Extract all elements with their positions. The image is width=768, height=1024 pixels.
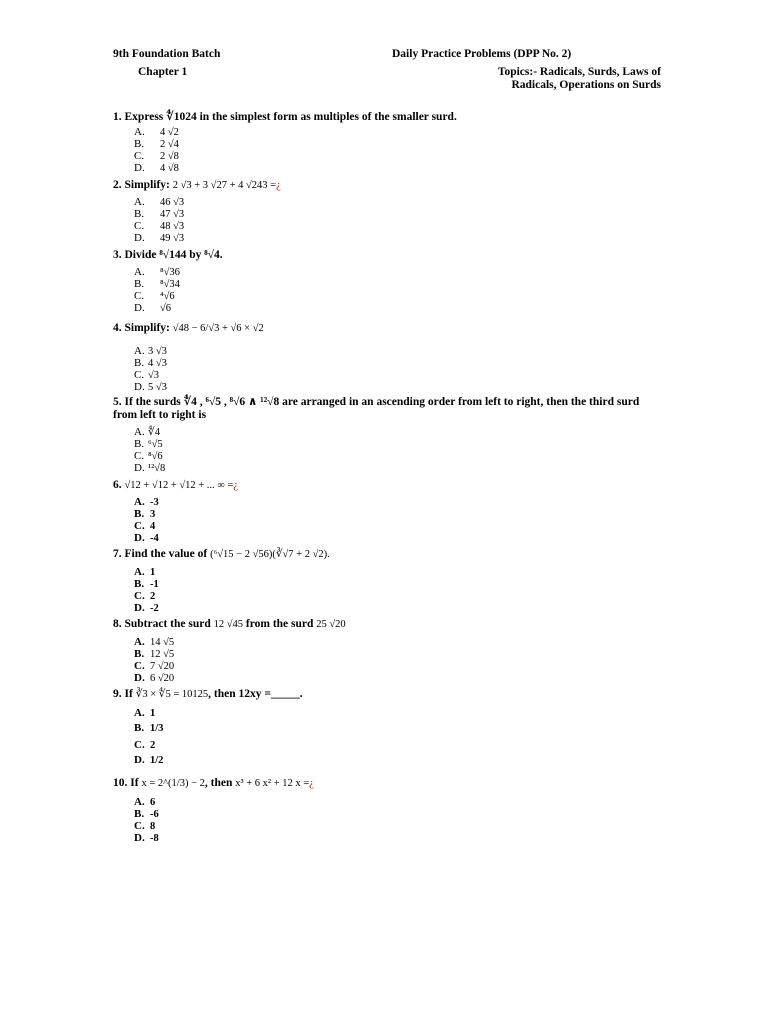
question-glyph: ¿ (276, 180, 281, 191)
question-math: ∛3 × ∜5 = 10125 (135, 689, 209, 700)
option-c: C. ⁸√6 (134, 450, 163, 462)
option-b: B. 1/3 (134, 722, 164, 734)
chapter-title: Chapter 1 (138, 66, 188, 78)
question-3 (113, 249, 223, 261)
option-c: C. 4 (134, 520, 156, 532)
option-c: C. 7 √20 (134, 660, 175, 672)
option-d: D. -4 (134, 532, 159, 544)
option-b: B. 12 √5 (134, 648, 175, 660)
options-8 (134, 636, 174, 684)
question-math: 2 √3 + 3 √27 + 4 √243 = (172, 180, 277, 191)
question-7 (113, 548, 330, 560)
question-text-2: from the surd (243, 618, 317, 630)
dpp-title: Daily Practice Problems (DPP No. 2) (392, 48, 572, 60)
question-text: 8. Subtract the surd (113, 618, 214, 630)
question-math: 12 √45 (213, 619, 244, 630)
option-d: D. 49 √3 (134, 232, 185, 244)
question-text-2: , then (204, 777, 236, 789)
option-a: A. 46 √3 (134, 196, 185, 208)
question-math: √12 + √12 + √12 + ... ∞ = (124, 480, 234, 491)
question-text: 6. (113, 479, 125, 491)
option-d: D. ¹²√8 (134, 462, 166, 474)
question-text: 4. Simplify: (113, 322, 173, 334)
question-text: 3. Divide ⁸√144 by ⁸√4. (113, 249, 223, 261)
options-5 (134, 426, 165, 474)
option-d: D. √6 (134, 302, 172, 314)
question-math: x = 2^(1/3) − 2 (141, 778, 205, 789)
option-c: C. √3 (134, 369, 160, 381)
option-c: C. 2 (134, 590, 156, 602)
question-math-2: x³ + 6 x² + 12 x = (235, 778, 310, 789)
option-c: C. 2 (134, 739, 156, 751)
question-math-2: 25 √20 (316, 619, 346, 630)
topics-line-1: Topics:- Radicals, Surds, Laws of (497, 66, 661, 78)
question-10 (113, 777, 314, 789)
option-c: C. ⁴√6 (134, 290, 175, 302)
batch-title: 9th Foundation Batch (113, 48, 221, 60)
option-d: D. -2 (134, 602, 159, 614)
question-text: 2. Simplify: (113, 179, 173, 191)
question-6 (113, 479, 238, 491)
question-text-2: , then 12xy =_____. (208, 688, 303, 700)
option-c: C. 8 (134, 820, 156, 832)
option-a: A. 1 (134, 707, 156, 719)
option-b: B. -6 (134, 808, 159, 820)
option-b: B. ⁸√34 (134, 278, 180, 290)
option-c: C. 48 √3 (134, 220, 185, 232)
option-b: B. 3 (134, 508, 156, 520)
question-9 (113, 688, 303, 700)
option-b: B. 47 √3 (134, 208, 185, 220)
question-4 (113, 322, 264, 334)
option-a: A. 6 (134, 796, 156, 808)
option-b: B. 2 √4 (134, 138, 179, 150)
question-text: 10. If (113, 777, 142, 789)
question-math: (⁶√15 − 2 √56)(∛√7 + 2 √2). (210, 549, 330, 560)
option-d: D. 4 √8 (134, 162, 179, 174)
option-a: A. 3 √3 (134, 345, 167, 357)
option-a: A. 14 √5 (134, 636, 175, 648)
option-a: A. 4 √2 (134, 126, 179, 138)
option-d: D. 6 √20 (134, 672, 175, 684)
question-5 (113, 396, 653, 422)
options-9 (134, 706, 163, 770)
option-c: C. 2 √8 (134, 150, 179, 162)
options-1 (134, 126, 179, 174)
topics (416, 66, 661, 92)
options-10 (134, 796, 159, 844)
options-2 (134, 196, 184, 244)
options-7 (134, 566, 159, 614)
question-text: 9. If (113, 688, 136, 700)
question-text: 7. Find the value of (113, 548, 211, 560)
question-glyph: ¿ (233, 480, 239, 491)
option-a: A. -3 (134, 496, 159, 508)
option-b: B. 4 √3 (134, 357, 167, 369)
question-text: 1. Express ∜1024 in the simplest form as multiples of the smaller surd. (113, 111, 457, 123)
option-d: D. 5 √3 (134, 381, 167, 393)
options-6 (134, 496, 159, 544)
question-math: √48 − 6/√3 + √6 × √2 (172, 323, 264, 334)
option-a: A. ∜4 (134, 426, 160, 438)
topics-line-2: Radicals, Operations on Surds (511, 79, 661, 91)
option-a: A. 1 (134, 566, 156, 578)
options-4 (134, 345, 167, 393)
question-1 (113, 109, 457, 123)
question-text: 5. If the surds ∜4 , ⁶√5 , ⁸√6 ∧ ¹²√8 are arranged in an ascending order from left to right, then the third surd from left to right is (113, 396, 640, 421)
option-b: B. -1 (134, 578, 159, 590)
options-3 (134, 266, 180, 314)
option-a: A. ⁸√36 (134, 266, 180, 278)
option-b: B. ⁶√5 (134, 438, 163, 450)
question-2 (113, 179, 281, 191)
option-d: D. 1/2 (134, 754, 164, 766)
question-glyph: ¿ (309, 778, 314, 789)
question-8 (113, 618, 346, 630)
option-d: D. -8 (134, 832, 159, 844)
